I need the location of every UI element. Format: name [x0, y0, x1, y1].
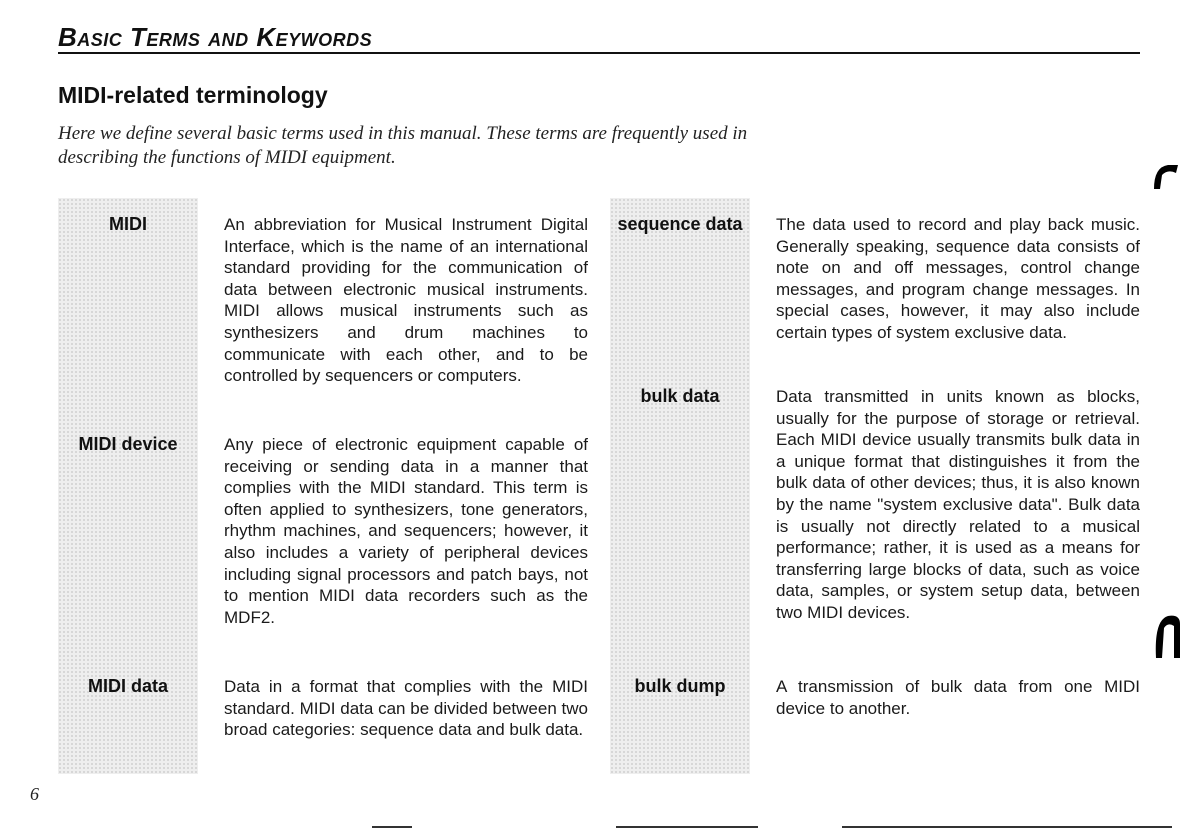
scan-artifact-line: [372, 826, 412, 828]
definition-midi-data: Data in a format that complies with the MIDI standard. MIDI data can be divided between two broad categories: sequence data and bulk data.: [224, 677, 588, 740]
definition-sequence-data: The data used to record and play back music. Generally speaking, sequence data consists of note on and off messages, control change messages, and program change messages. In special cases, however, it may also include certain types of system exclusive data.: [776, 215, 1140, 342]
binder-hole-mark-bottom: [1152, 612, 1182, 669]
definition-bulk-dump: A transmission of bulk data from one MIDI device to another.: [776, 677, 1140, 718]
scan-artifact-line: [616, 826, 758, 828]
term-midi-device: MIDI device: [78, 434, 178, 454]
header-rule: [58, 52, 1140, 54]
term-bulk-dump: bulk dump: [634, 676, 726, 696]
section-title: MIDI-related terminology: [58, 82, 328, 108]
page-number: 6: [30, 784, 39, 804]
term-bulk-data: bulk data: [640, 386, 720, 406]
definition-midi: An abbreviation for Musical Instrument Digital Interface, which is the name of an international standard providing for the communication of data between electronic musical instruments. MIDI allows musical instruments such as synthesizers and drum machines to communicate with each other, and to be controlled by sequencers or computers.: [224, 215, 588, 386]
term-midi-data: MIDI data: [87, 676, 168, 696]
page-header-title: Basic Terms and Keywords: [58, 22, 373, 52]
term-midi: MIDI: [109, 214, 147, 234]
definition-bulk-data: Data transmitted in units known as blocks, usually for the purpose of storage or retrieval. Each MIDI device usually transmits bulk data in a unique format that distinguishes it from the bulk data of other devices; thus, it is also known by the name "system exclusive data". Bulk data is usually not directly related to a musical performance; rather, it is used as a means for transferring large blocks of data, such as voice data, samples, or system setup data, between two MIDI devices.: [776, 387, 1140, 622]
definition-midi-device: Any piece of electronic equipment capable of receiving or sending data in a manner that complies with the MIDI standard. This term is often applied to synthesizers, tone generators, rhythm machines, and sequencers; however, it also includes a variety of peripheral devices including signal processors and patch bays, not to mention MIDI data recorders such as the MDF2.: [224, 435, 588, 627]
term-sequence-data: sequence data: [617, 214, 743, 234]
binder-hole-mark-top: [1150, 160, 1182, 200]
section-intro: Here we define several basic terms used in this manual. These terms are frequently used in describing the functions of MIDI equipment.: [58, 123, 748, 168]
scan-artifact-line: [842, 826, 1172, 828]
